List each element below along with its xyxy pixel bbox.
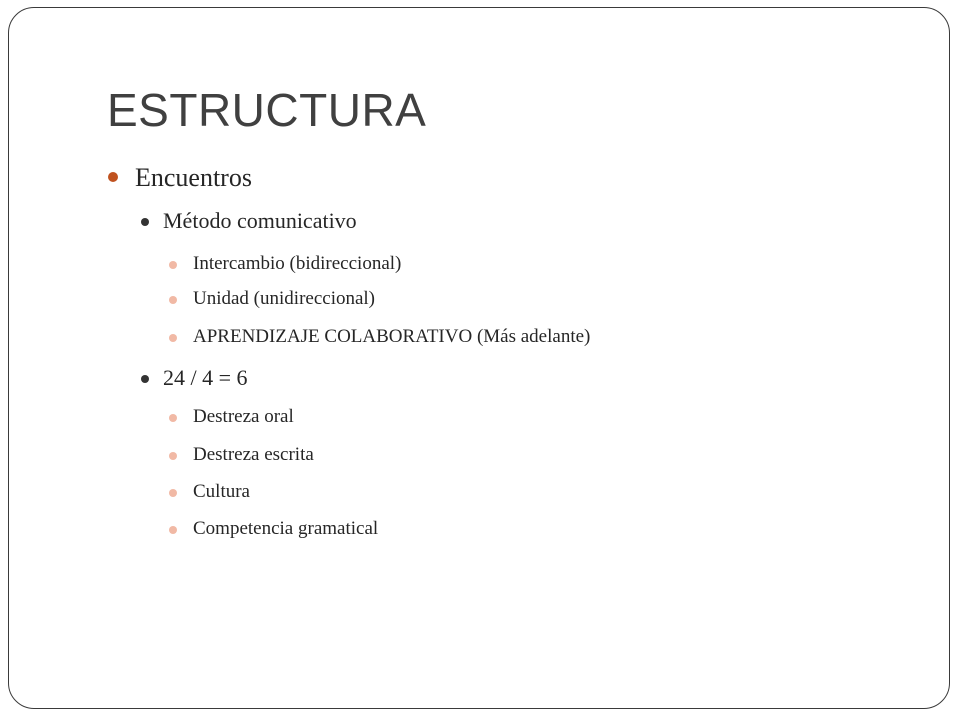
bullet-level2-icon: [141, 375, 149, 383]
list-item-level1: Encuentros: [135, 163, 252, 192]
bullet-level3-icon: [169, 452, 177, 460]
bullet-level3-icon: [169, 414, 177, 422]
bullet-level1-icon: [108, 172, 118, 182]
bullet-level3-icon: [169, 334, 177, 342]
list-item-level3: Intercambio (bidireccional): [193, 253, 402, 274]
bullet-level3-icon: [169, 296, 177, 304]
list-item-level2: 24 / 4 = 6: [163, 365, 248, 390]
list-item-level3: Competencia gramatical: [193, 518, 379, 539]
bullet-level3-icon: [169, 261, 177, 269]
list-item-level3: Unidad (unidireccional): [193, 288, 376, 309]
list-item-level3: Destreza oral: [193, 406, 294, 427]
list-item-level2: Método comunicativo: [163, 208, 357, 233]
bullet-level3-icon: [169, 489, 177, 497]
list-item-level3: APRENDIZAJE COLABORATIVO (Más adelante): [193, 326, 591, 347]
slide-title: ESTRUCTURA: [107, 84, 427, 136]
bullet-level2-icon: [141, 218, 149, 226]
bullet-level3-icon: [169, 526, 177, 534]
list-item-level3: Cultura: [193, 481, 250, 502]
list-item-level3: Destreza escrita: [193, 444, 314, 465]
